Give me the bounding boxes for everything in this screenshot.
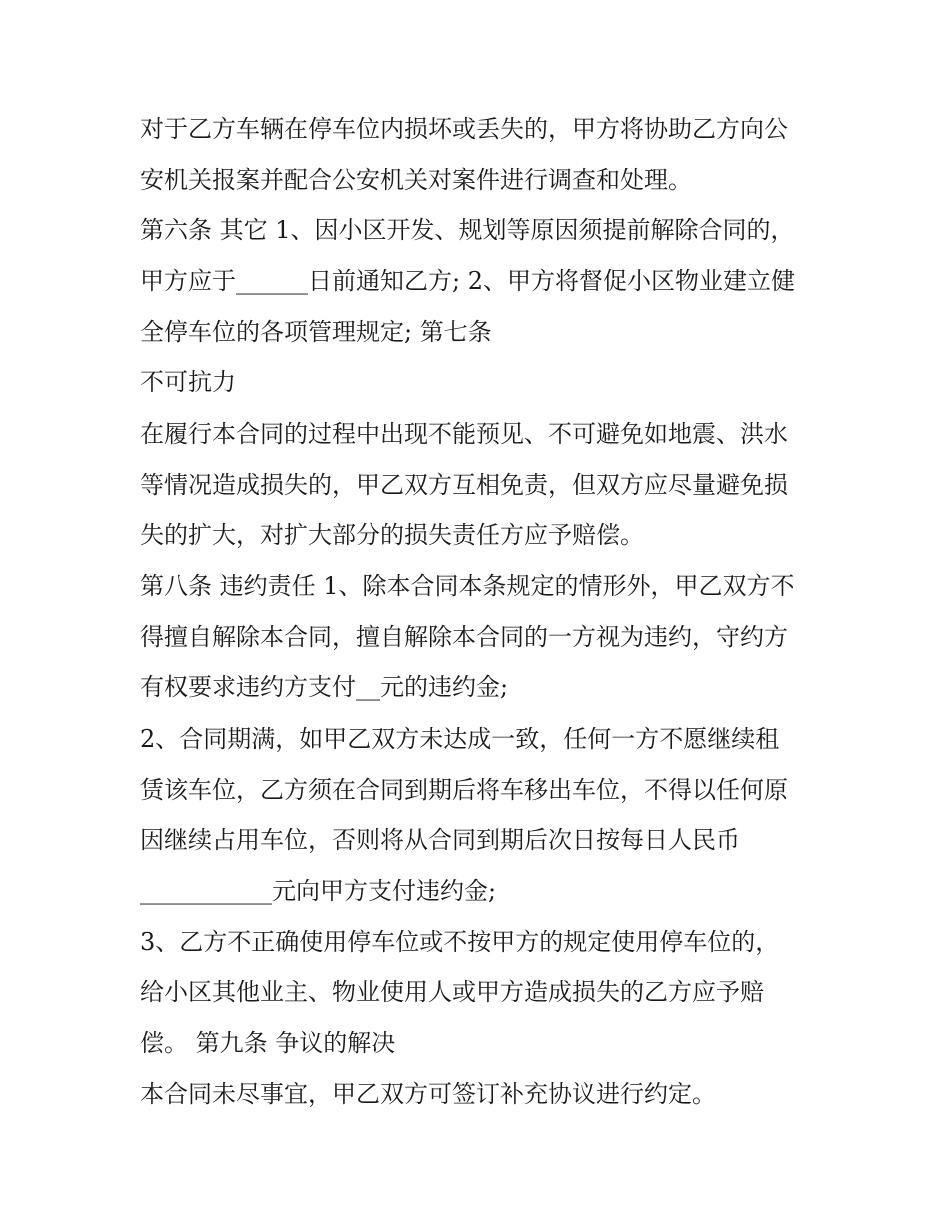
text-line: 失的扩大，对扩大部分的损失责任方应予赔偿。 — [140, 521, 644, 549]
text-line: 安机关报案并配合公安机关对案件进行调查和处理。 — [140, 166, 692, 194]
text-line: 本合同未尽事宜，甲乙双方可签订补充协议进行约定。 — [140, 1080, 716, 1108]
text-line: 因继续占用车位，否则将从合同到期后次日按每日人民币 — [140, 826, 740, 854]
text-line: 赁该车位，乙方须在合同到期后将车移出车位，不得以任何原 — [140, 776, 788, 804]
text-line: 甲方应于______日前通知乙方; 2、甲方将督促小区物业建立健 — [140, 267, 795, 295]
text-line: 给小区其他业主、物业使用人或甲方造成损失的乙方应予赔 — [140, 978, 764, 1006]
text-line: 在履行本合同的过程中出现不能预见、不可避免如地震、洪水 — [140, 420, 788, 448]
text-line: 偿。 第九条 争议的解决 — [140, 1029, 396, 1057]
text-line: 2、合同期满，如甲乙双方未达成一致，任何一方不愿继续租 — [140, 725, 780, 753]
text-line: 有权要求违约方支付__元的违约金; — [140, 673, 509, 701]
text-line: 得擅自解除本合同，擅自解除本合同的一方视为违约，守约方 — [140, 623, 788, 651]
text-line: 第六条 其它 1、因小区开发、规划等原因须提前解除合同的， — [140, 216, 795, 244]
text-line: 等情况造成损失的，甲乙双方互相免责，但双方应尽量避免损 — [140, 471, 788, 499]
section-heading: 不可抗力 — [140, 368, 236, 396]
text-line: 第八条 违约责任 1、除本合同本条规定的情形外，甲乙双方不 — [140, 572, 795, 600]
text-line: 3、乙方不正确使用停车位或不按甲方的规定使用停车位的， — [140, 928, 780, 956]
text-line: 全停车位的各项管理规定; 第七条 — [140, 318, 492, 346]
text-line: ___________元向甲方支付违约金; — [140, 877, 497, 905]
text-line: 对于乙方车辆在停车位内损坏或丢失的，甲方将协助乙方向公 — [140, 115, 788, 143]
